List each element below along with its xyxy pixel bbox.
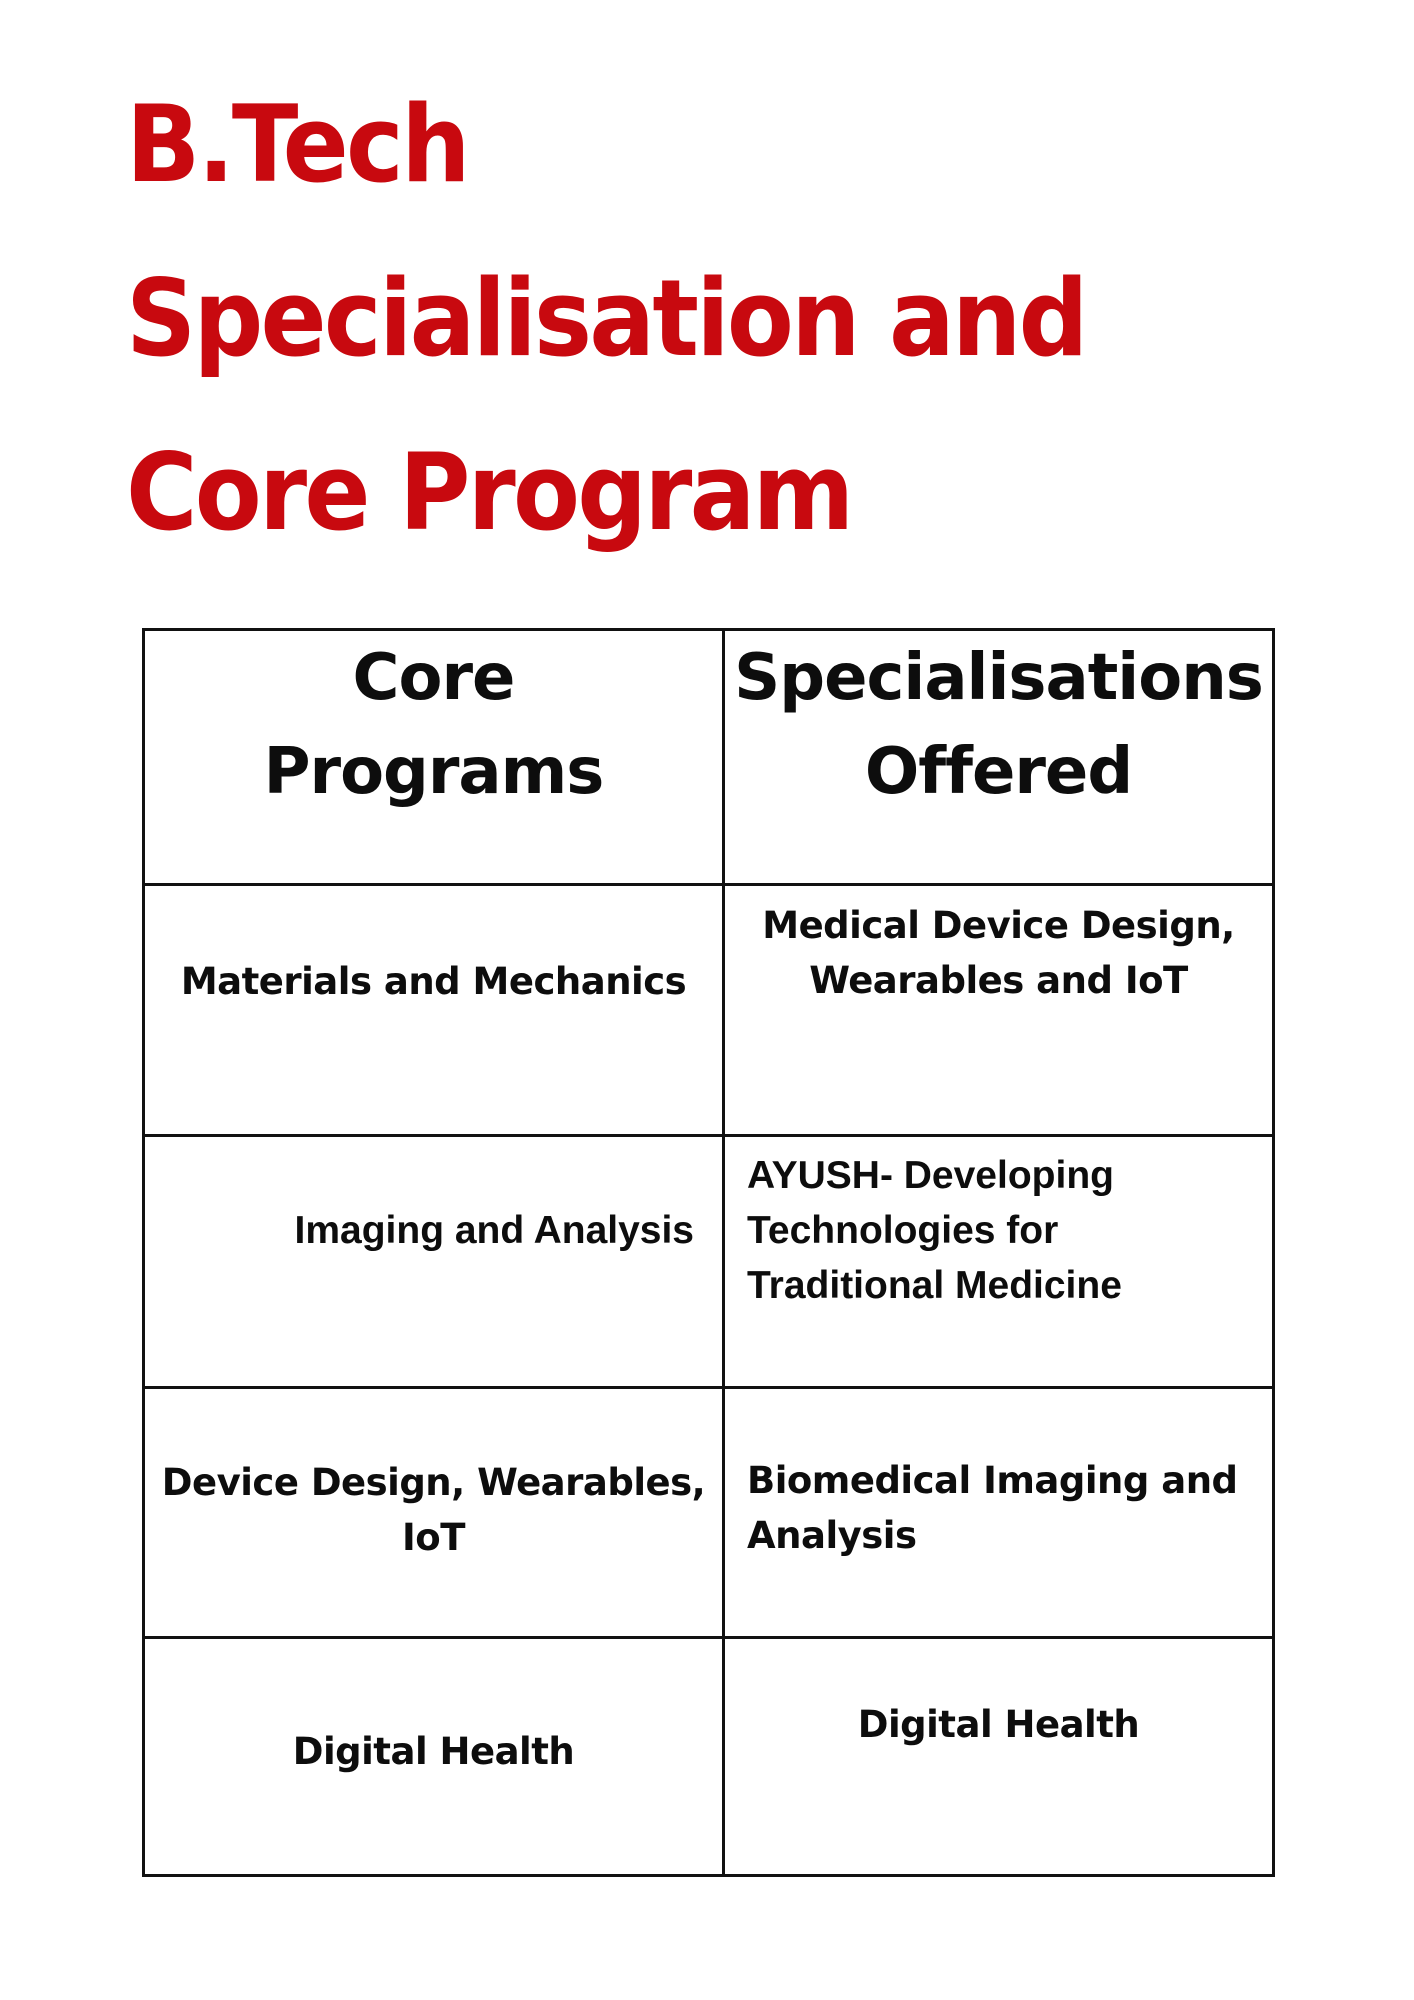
specialisation-cell xyxy=(724,885,1274,1136)
specialisation-text-line-1: AYUSH- Developing xyxy=(747,1154,1114,1197)
specialisation-text-line-2: Analysis xyxy=(747,1514,917,1557)
core-program-text: Digital Health xyxy=(292,1730,575,1773)
core-program-text-line-2: IoT xyxy=(402,1516,465,1559)
header-specialisations-offered xyxy=(724,630,1274,885)
table-row xyxy=(144,1136,1274,1388)
specialisation-text-line-2: Technologies for xyxy=(747,1209,1059,1252)
core-program-text: Materials and Mechanics xyxy=(180,960,687,1003)
core-program-cell xyxy=(144,1638,724,1876)
core-program-text-line-1: Device Design, Wearables, xyxy=(161,1461,706,1504)
specialisation-text-line-1: Biomedical Imaging and xyxy=(747,1459,1238,1502)
core-program-cell xyxy=(144,1136,724,1388)
title-line-3: Core Program xyxy=(126,431,852,554)
core-program-cell xyxy=(144,885,724,1136)
specialisation-text: Digital Health xyxy=(857,1703,1140,1746)
header-spec-line-2: Offered xyxy=(864,735,1133,809)
header-core-line-1: Core xyxy=(352,641,515,715)
title-line-1: B.Tech xyxy=(126,83,468,206)
specialisation-text-line-1: Medical Device Design, xyxy=(762,904,1235,947)
core-program-text: Imaging and Analysis xyxy=(294,1209,694,1252)
table-row xyxy=(144,885,1274,1136)
table-header-row xyxy=(144,630,1274,885)
specialisation-text-line-3: Traditional Medicine xyxy=(747,1264,1122,1307)
title-line-2: Specialisation and xyxy=(126,257,1086,380)
specialisation-text-line-2: Wearables and IoT xyxy=(809,959,1188,1002)
specialisation-cell xyxy=(724,1136,1274,1388)
table-row xyxy=(144,1638,1274,1876)
programs-table xyxy=(142,628,1275,1877)
header-core-programs xyxy=(144,630,724,885)
header-core-line-2: Programs xyxy=(263,735,604,809)
header-spec-line-1: Specialisations xyxy=(734,641,1263,715)
specialisation-cell xyxy=(724,1638,1274,1876)
table-row xyxy=(144,1388,1274,1638)
core-program-cell xyxy=(144,1388,724,1638)
specialisation-cell xyxy=(724,1388,1274,1638)
page-title xyxy=(126,58,1086,580)
